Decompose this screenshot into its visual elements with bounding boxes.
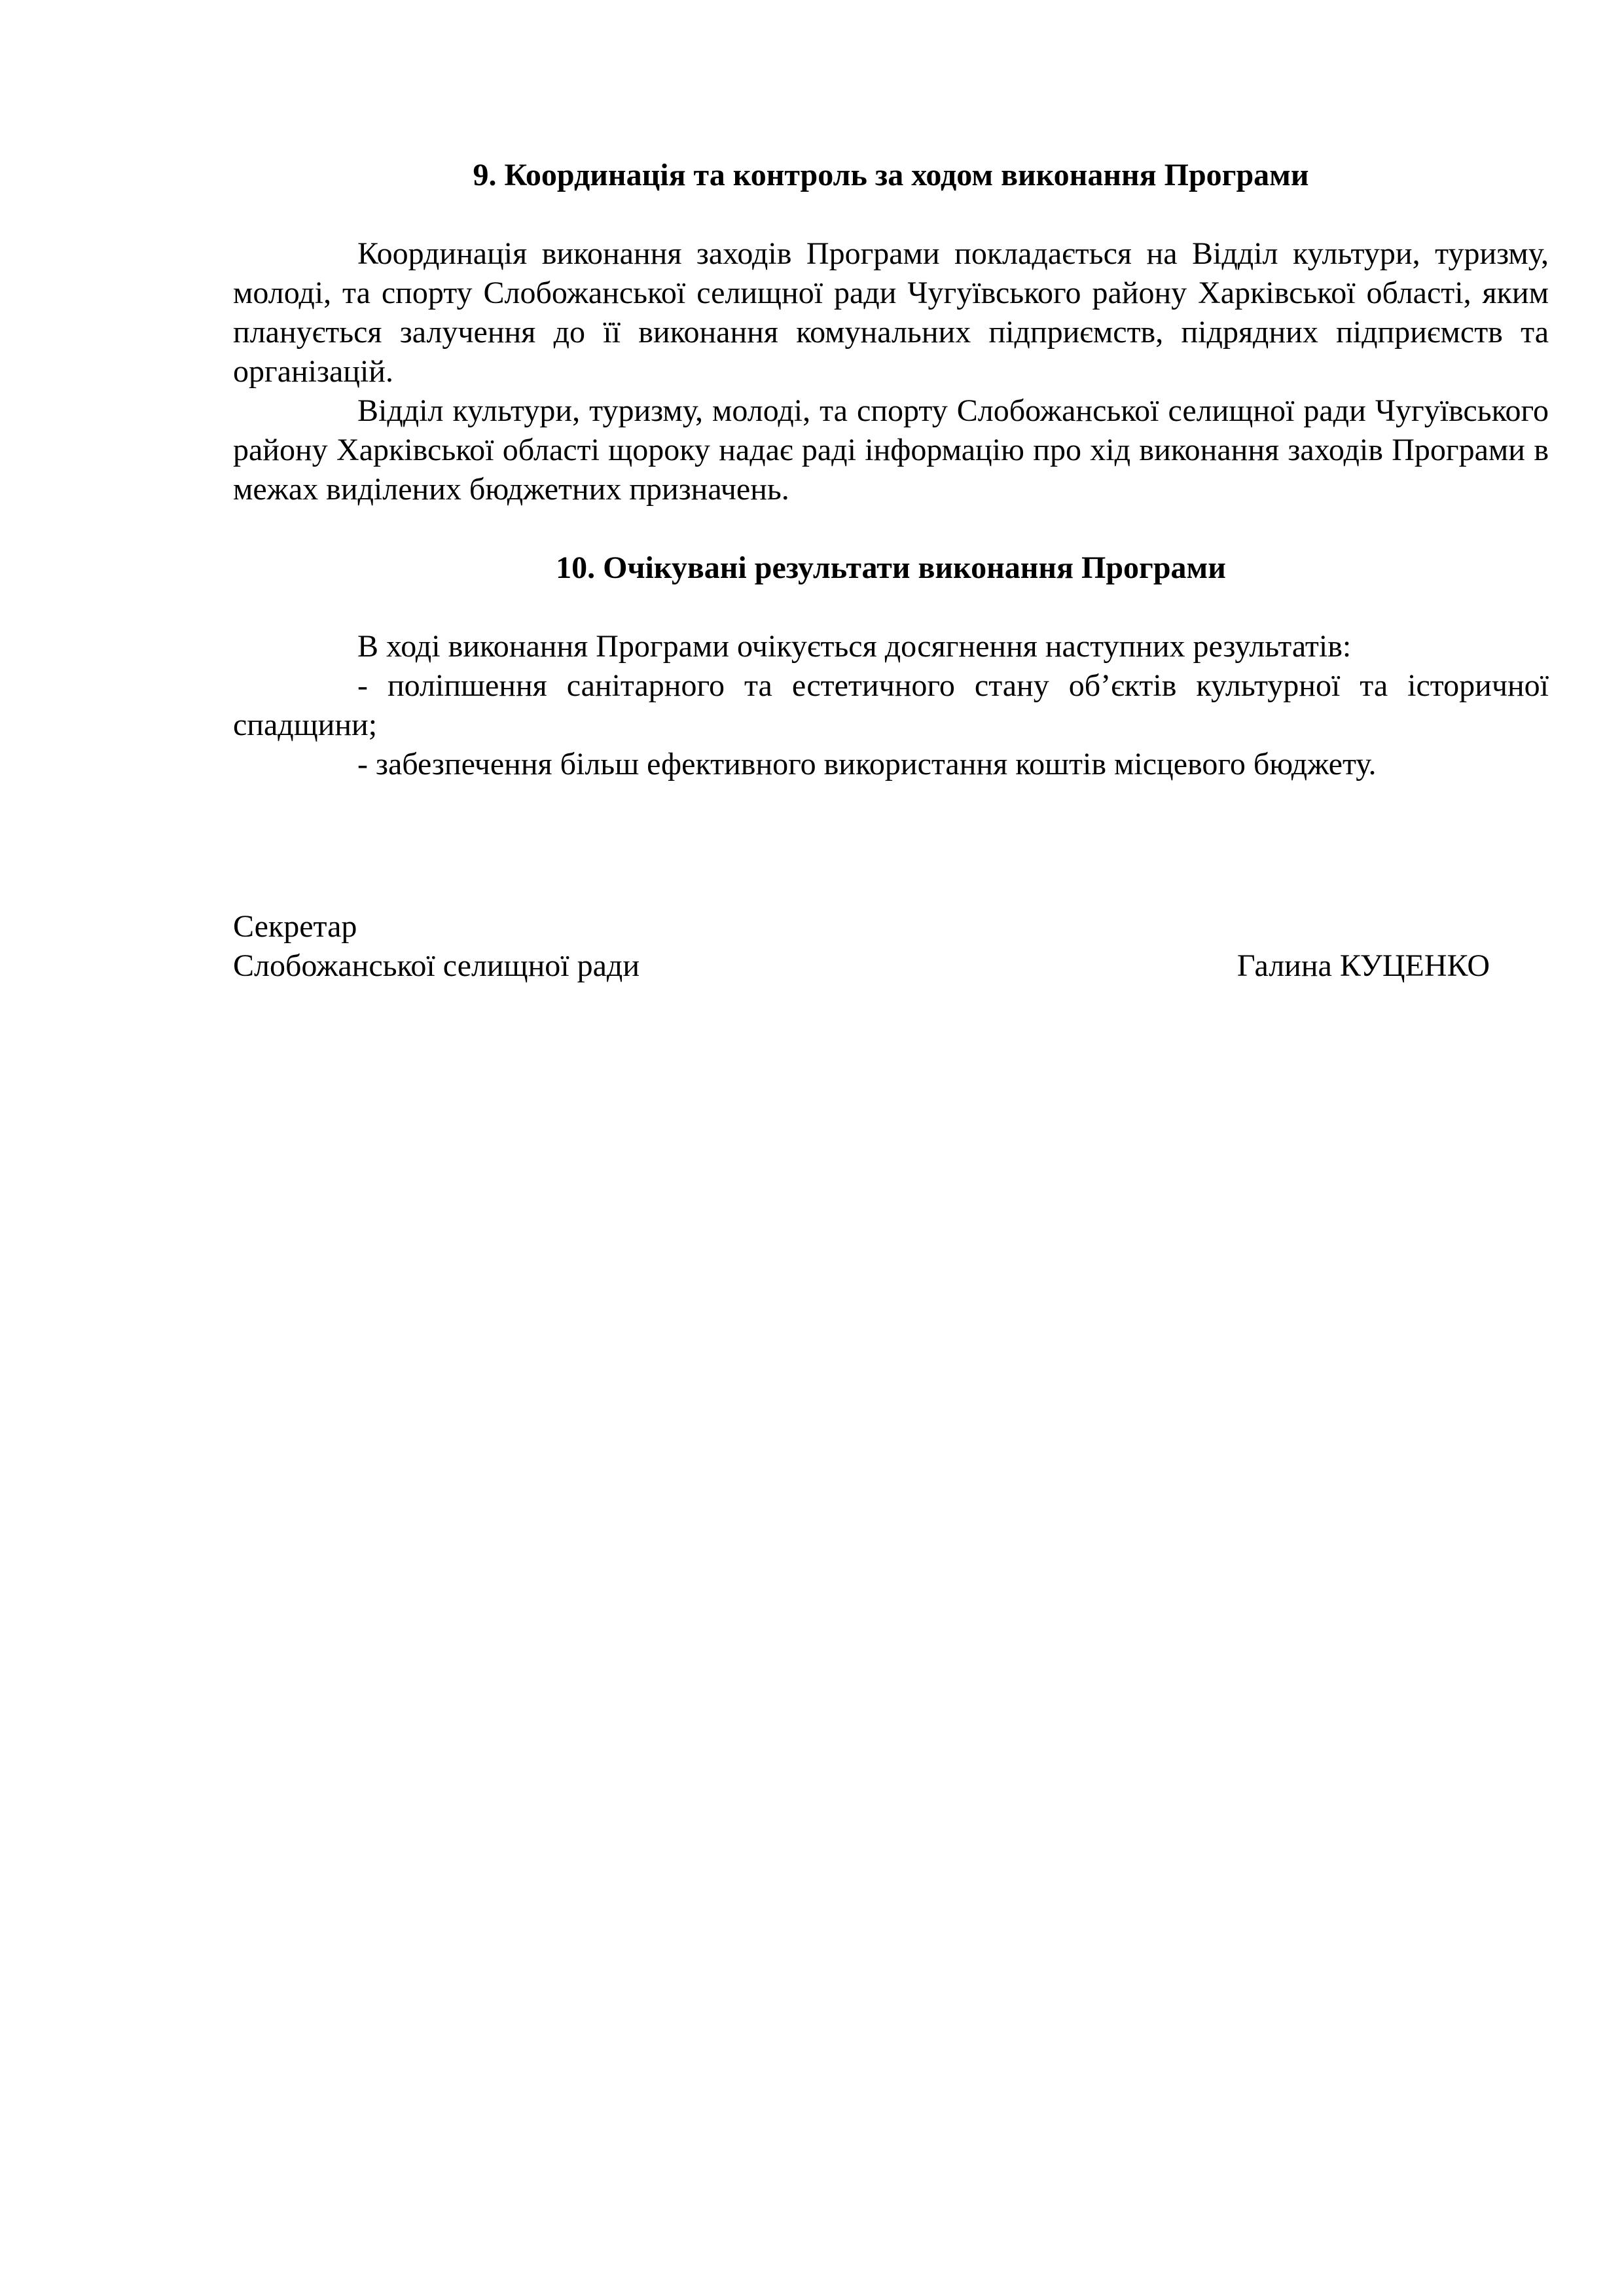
- signature-block: [233, 907, 1490, 986]
- section-10-item-1: - поліпшення санітарного та естетичного стану об’єктів культурної та історичної спадщини;: [233, 668, 1549, 742]
- section-9-body: [233, 234, 1549, 509]
- section-10-intro: В ході виконання Програми очікується досягнення наступних результатів:: [357, 629, 1352, 664]
- document-body: [233, 149, 1549, 784]
- signatory-name: Галина КУЦЕНКО: [1236, 948, 1490, 983]
- section-9-heading: 9. Координація та контроль за ходом виконання Програми: [473, 158, 1309, 192]
- signature-title-line-2: Слобожанської селищної ради: [233, 948, 640, 983]
- section-10-body: [233, 627, 1549, 784]
- section-10-item-2: - забезпечення більш ефективного використання коштів місцевого бюджету.: [357, 747, 1377, 781]
- signature-row: [233, 946, 1490, 986]
- signature-title-line-1: Секретар: [233, 909, 357, 944]
- section-9-paragraph-1: Координація виконання заходів Програми покладається на Відділ культури, туризму, молоді, та спорту Слобожанської селищної ради Чугуївського району Харківської області, яким планується залучення до її виконання комунальних підприємств, підрядних підприємств та організацій.: [233, 236, 1549, 389]
- section-10-heading: 10. Очікувані результати виконання Програми: [556, 550, 1226, 585]
- section-9-paragraph-2: Відділ культури, туризму, молоді, та спорту Слобожанської селищної ради Чугуївського району Харківської області щороку надає раді інформацію про хід виконання заходів Програми в межах виділених бюджетних призначень.: [233, 393, 1549, 507]
